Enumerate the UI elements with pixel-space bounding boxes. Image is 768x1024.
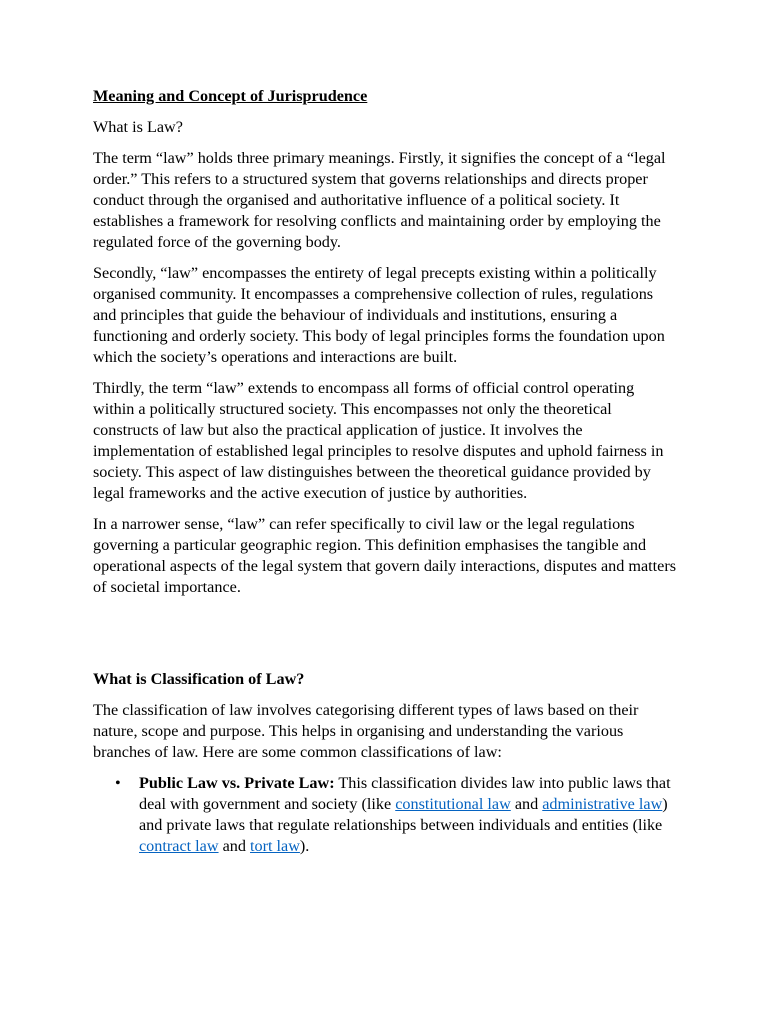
paragraph-1: The term “law” holds three primary meanings. Firstly, it signifies the concept of a “legal order.” This refers to a structured system that governs relationships and directs proper conduct through the organised and authoritative influence of a political society. It establishes a framework for resolving conflicts and maintaining order by employing the regulated force of the governing body. [93,149,666,251]
document-title: Meaning and Concept of Jurisprudence [93,87,368,105]
document-page [93,86,678,857]
list-item-text: ) and private laws that regulate relationships between individuals and entities (like [139,795,668,834]
contract-law-link[interactable]: contract law [139,837,219,855]
paragraph-4: In a narrower sense, “law” can refer specifically to civil law or the legal regulations governing a particular geographic region. This definition emphasises the tangible and operational aspects of the legal system that govern daily interactions, disputes and matters of societal importance. [93,515,677,596]
list-item-text: This classification divides law into public laws that deal with government and society (like [139,774,671,813]
list-item [115,773,678,857]
paragraph-3: Thirdly, the term “law” extends to encompass all forms of official control operating within a politically structured society. This encompasses not only the theoretical constructs of law but also the practical application of justice. It involves the implementation of established legal principles to resolve disputes and uphold fairness in society. This aspect of law distinguishes between the theoretical guidance provided by legal frameworks and the active execution of justice by authorities. [93,379,664,502]
bullet-icon: • [115,774,121,792]
classification-intro: The classification of law involves categorising different types of laws based on their nature, scope and purpose. This helps in organising and understanding the various branches of law. Here are some common classifications of law: [93,701,639,761]
list-item-text: ). [299,837,310,855]
paragraph-2: Secondly, “law” encompasses the entirety of legal precepts existing within a politically organised community. It encompasses a comprehensive collection of rules, regulations and principles that guide the behaviour of individuals and institutions, ensuring a functioning and orderly society. This body of legal principles forms the foundation upon which the society’s operations and interactions are built. [93,264,665,366]
classification-heading: What is Classification of Law? [93,670,305,688]
tort-law-link[interactable]: tort law [250,837,300,855]
section-spacer [93,608,678,669]
classification-list [93,773,678,857]
administrative-law-link[interactable]: administrative law [542,795,663,813]
constitutional-law-link[interactable]: constitutional law [395,795,511,813]
list-item-text: and [218,837,251,855]
what-is-law-heading: What is Law? [93,118,183,136]
list-item-text: and [510,795,543,813]
list-item-term: Public Law vs. Private Law: [139,774,335,792]
